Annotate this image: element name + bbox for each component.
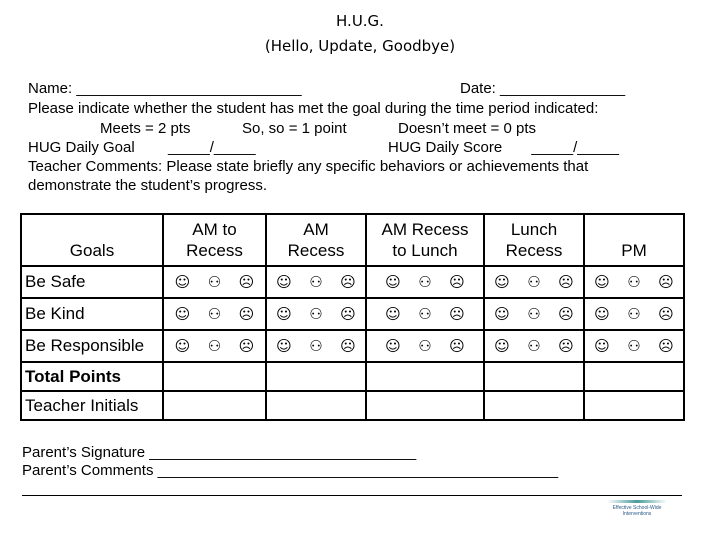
smile-face-icon[interactable]: ☺ bbox=[174, 337, 191, 355]
column-header-line: Recess bbox=[287, 241, 345, 260]
frown-face-icon[interactable]: ☹ bbox=[238, 337, 255, 355]
column-header bbox=[484, 214, 584, 266]
rating-cell bbox=[163, 266, 266, 298]
rating-cell bbox=[366, 298, 484, 330]
goal-label: Be Safe bbox=[21, 266, 163, 298]
smile-face-icon[interactable]: ☺ bbox=[174, 305, 191, 323]
smile-face-icon[interactable]: ☺ bbox=[385, 273, 401, 291]
smile-face-icon[interactable]: ☺ bbox=[385, 305, 401, 323]
column-header-line: AM to bbox=[192, 220, 237, 239]
frown-face-icon[interactable]: ☹ bbox=[340, 273, 356, 291]
frown-face-icon[interactable]: ☹ bbox=[340, 337, 356, 355]
goal-label: Be Kind bbox=[21, 298, 163, 330]
parent-comments-field[interactable]: Parent’s Comments ________________________________________________ bbox=[22, 462, 559, 479]
total-cell[interactable] bbox=[266, 362, 366, 391]
total-cell[interactable] bbox=[366, 362, 484, 391]
total-cell[interactable] bbox=[584, 362, 684, 391]
column-header-line: Recess bbox=[186, 241, 243, 260]
neutral-face-icon[interactable]: ⚇ bbox=[527, 337, 541, 355]
goal-row bbox=[21, 266, 684, 298]
smile-face-icon[interactable]: ☺ bbox=[276, 305, 292, 323]
initials-cell[interactable] bbox=[484, 391, 584, 420]
neutral-face-icon[interactable]: ⚇ bbox=[527, 273, 541, 291]
smile-face-icon[interactable]: ☺ bbox=[385, 337, 401, 355]
column-header-line: PM bbox=[621, 241, 647, 260]
column-header-line: to Lunch bbox=[392, 241, 458, 260]
parent-signature-field[interactable]: Parent’s Signature ________________________________ bbox=[22, 444, 417, 461]
rating-cell bbox=[366, 266, 484, 298]
neutral-face-icon[interactable]: ⚇ bbox=[309, 273, 323, 291]
total-cell[interactable] bbox=[163, 362, 266, 391]
neutral-face-icon[interactable]: ⚇ bbox=[207, 273, 222, 291]
teacher-comments-label-2: demonstrate the student’s progress. bbox=[28, 177, 268, 194]
frown-face-icon[interactable]: ☹ bbox=[658, 337, 674, 355]
total-cell[interactable] bbox=[484, 362, 584, 391]
goals-table bbox=[20, 213, 685, 421]
so-so-legend: So, so = 1 point bbox=[242, 120, 347, 137]
column-header-line: AM bbox=[303, 220, 329, 239]
column-header bbox=[584, 214, 684, 266]
smile-face-icon[interactable]: ☺ bbox=[494, 273, 510, 291]
initials-cell[interactable] bbox=[366, 391, 484, 420]
rating-cell bbox=[584, 330, 684, 362]
daily-goal-field[interactable]: HUG Daily Goal _____/_____ bbox=[28, 139, 256, 156]
rating-cell bbox=[484, 298, 584, 330]
frown-face-icon[interactable]: ☹ bbox=[449, 305, 465, 323]
initials-cell[interactable] bbox=[584, 391, 684, 420]
rating-cell bbox=[366, 330, 484, 362]
instructions: Please indicate whether the student has met the goal during the time period indicated: bbox=[28, 100, 599, 117]
neutral-face-icon[interactable]: ⚇ bbox=[418, 337, 432, 355]
neutral-face-icon[interactable]: ⚇ bbox=[527, 305, 541, 323]
total-points-label: Total Points bbox=[21, 362, 163, 391]
name-field[interactable]: Name: ___________________________ bbox=[28, 80, 302, 97]
meets-legend: Meets = 2 pts bbox=[100, 120, 191, 137]
initials-cell[interactable] bbox=[266, 391, 366, 420]
column-header-line: Lunch bbox=[510, 220, 558, 239]
doesnt-meet-legend: Doesn’t meet = 0 pts bbox=[398, 120, 536, 137]
frown-face-icon[interactable]: ☹ bbox=[340, 305, 356, 323]
goal-row bbox=[21, 298, 684, 330]
smile-face-icon[interactable]: ☺ bbox=[494, 305, 510, 323]
teacher-initials-label: Teacher Initials bbox=[21, 391, 163, 420]
comment-line bbox=[22, 495, 682, 496]
rating-cell bbox=[266, 330, 366, 362]
smile-face-icon[interactable]: ☺ bbox=[594, 273, 610, 291]
form-subtitle: (Hello, Update, Goodbye) bbox=[264, 37, 456, 55]
column-header bbox=[163, 214, 266, 266]
column-header bbox=[266, 214, 366, 266]
neutral-face-icon[interactable]: ⚇ bbox=[418, 305, 432, 323]
smile-face-icon[interactable]: ☺ bbox=[494, 337, 510, 355]
smile-face-icon[interactable]: ☺ bbox=[594, 305, 610, 323]
initials-cell[interactable] bbox=[163, 391, 266, 420]
frown-face-icon[interactable]: ☹ bbox=[238, 273, 255, 291]
neutral-face-icon[interactable]: ⚇ bbox=[309, 337, 323, 355]
frown-face-icon[interactable]: ☹ bbox=[658, 305, 674, 323]
frown-face-icon[interactable]: ☹ bbox=[558, 273, 574, 291]
neutral-face-icon[interactable]: ⚇ bbox=[627, 273, 641, 291]
daily-score-field[interactable]: HUG Daily Score _____/_____ bbox=[388, 139, 619, 156]
rating-cell bbox=[584, 298, 684, 330]
neutral-face-icon[interactable]: ⚇ bbox=[207, 337, 222, 355]
neutral-face-icon[interactable]: ⚇ bbox=[309, 305, 323, 323]
goals-header: Goals bbox=[21, 214, 163, 266]
teacher-comments-label: Teacher Comments: Please state briefly any specific behaviors or achievements that bbox=[28, 158, 589, 175]
rating-cell bbox=[163, 298, 266, 330]
neutral-face-icon[interactable]: ⚇ bbox=[627, 305, 641, 323]
rating-cell bbox=[163, 330, 266, 362]
frown-face-icon[interactable]: ☹ bbox=[449, 273, 465, 291]
frown-face-icon[interactable]: ☹ bbox=[658, 273, 674, 291]
frown-face-icon[interactable]: ☹ bbox=[558, 305, 574, 323]
smile-face-icon[interactable]: ☺ bbox=[276, 337, 292, 355]
column-header bbox=[366, 214, 484, 266]
frown-face-icon[interactable]: ☹ bbox=[449, 337, 465, 355]
rating-cell bbox=[266, 266, 366, 298]
rating-cell bbox=[484, 266, 584, 298]
smile-face-icon[interactable]: ☺ bbox=[174, 273, 191, 291]
logo: Effective School-Wide Interventions bbox=[607, 500, 667, 517]
form-title: H.U.G. bbox=[336, 12, 384, 30]
neutral-face-icon[interactable]: ⚇ bbox=[207, 305, 222, 323]
frown-face-icon[interactable]: ☹ bbox=[558, 337, 574, 355]
smile-face-icon[interactable]: ☺ bbox=[276, 273, 292, 291]
smile-face-icon[interactable]: ☺ bbox=[594, 337, 610, 355]
rating-cell bbox=[266, 298, 366, 330]
column-header-line: Recess bbox=[505, 241, 563, 260]
rating-cell bbox=[584, 266, 684, 298]
frown-face-icon[interactable]: ☹ bbox=[238, 305, 255, 323]
neutral-face-icon[interactable]: ⚇ bbox=[627, 337, 641, 355]
column-header-line: AM Recess bbox=[381, 220, 469, 239]
neutral-face-icon[interactable]: ⚇ bbox=[418, 273, 432, 291]
goal-row bbox=[21, 330, 684, 362]
goal-label: Be Responsible bbox=[21, 330, 163, 362]
rating-cell bbox=[484, 330, 584, 362]
date-field[interactable]: Date: _______________ bbox=[460, 80, 626, 97]
